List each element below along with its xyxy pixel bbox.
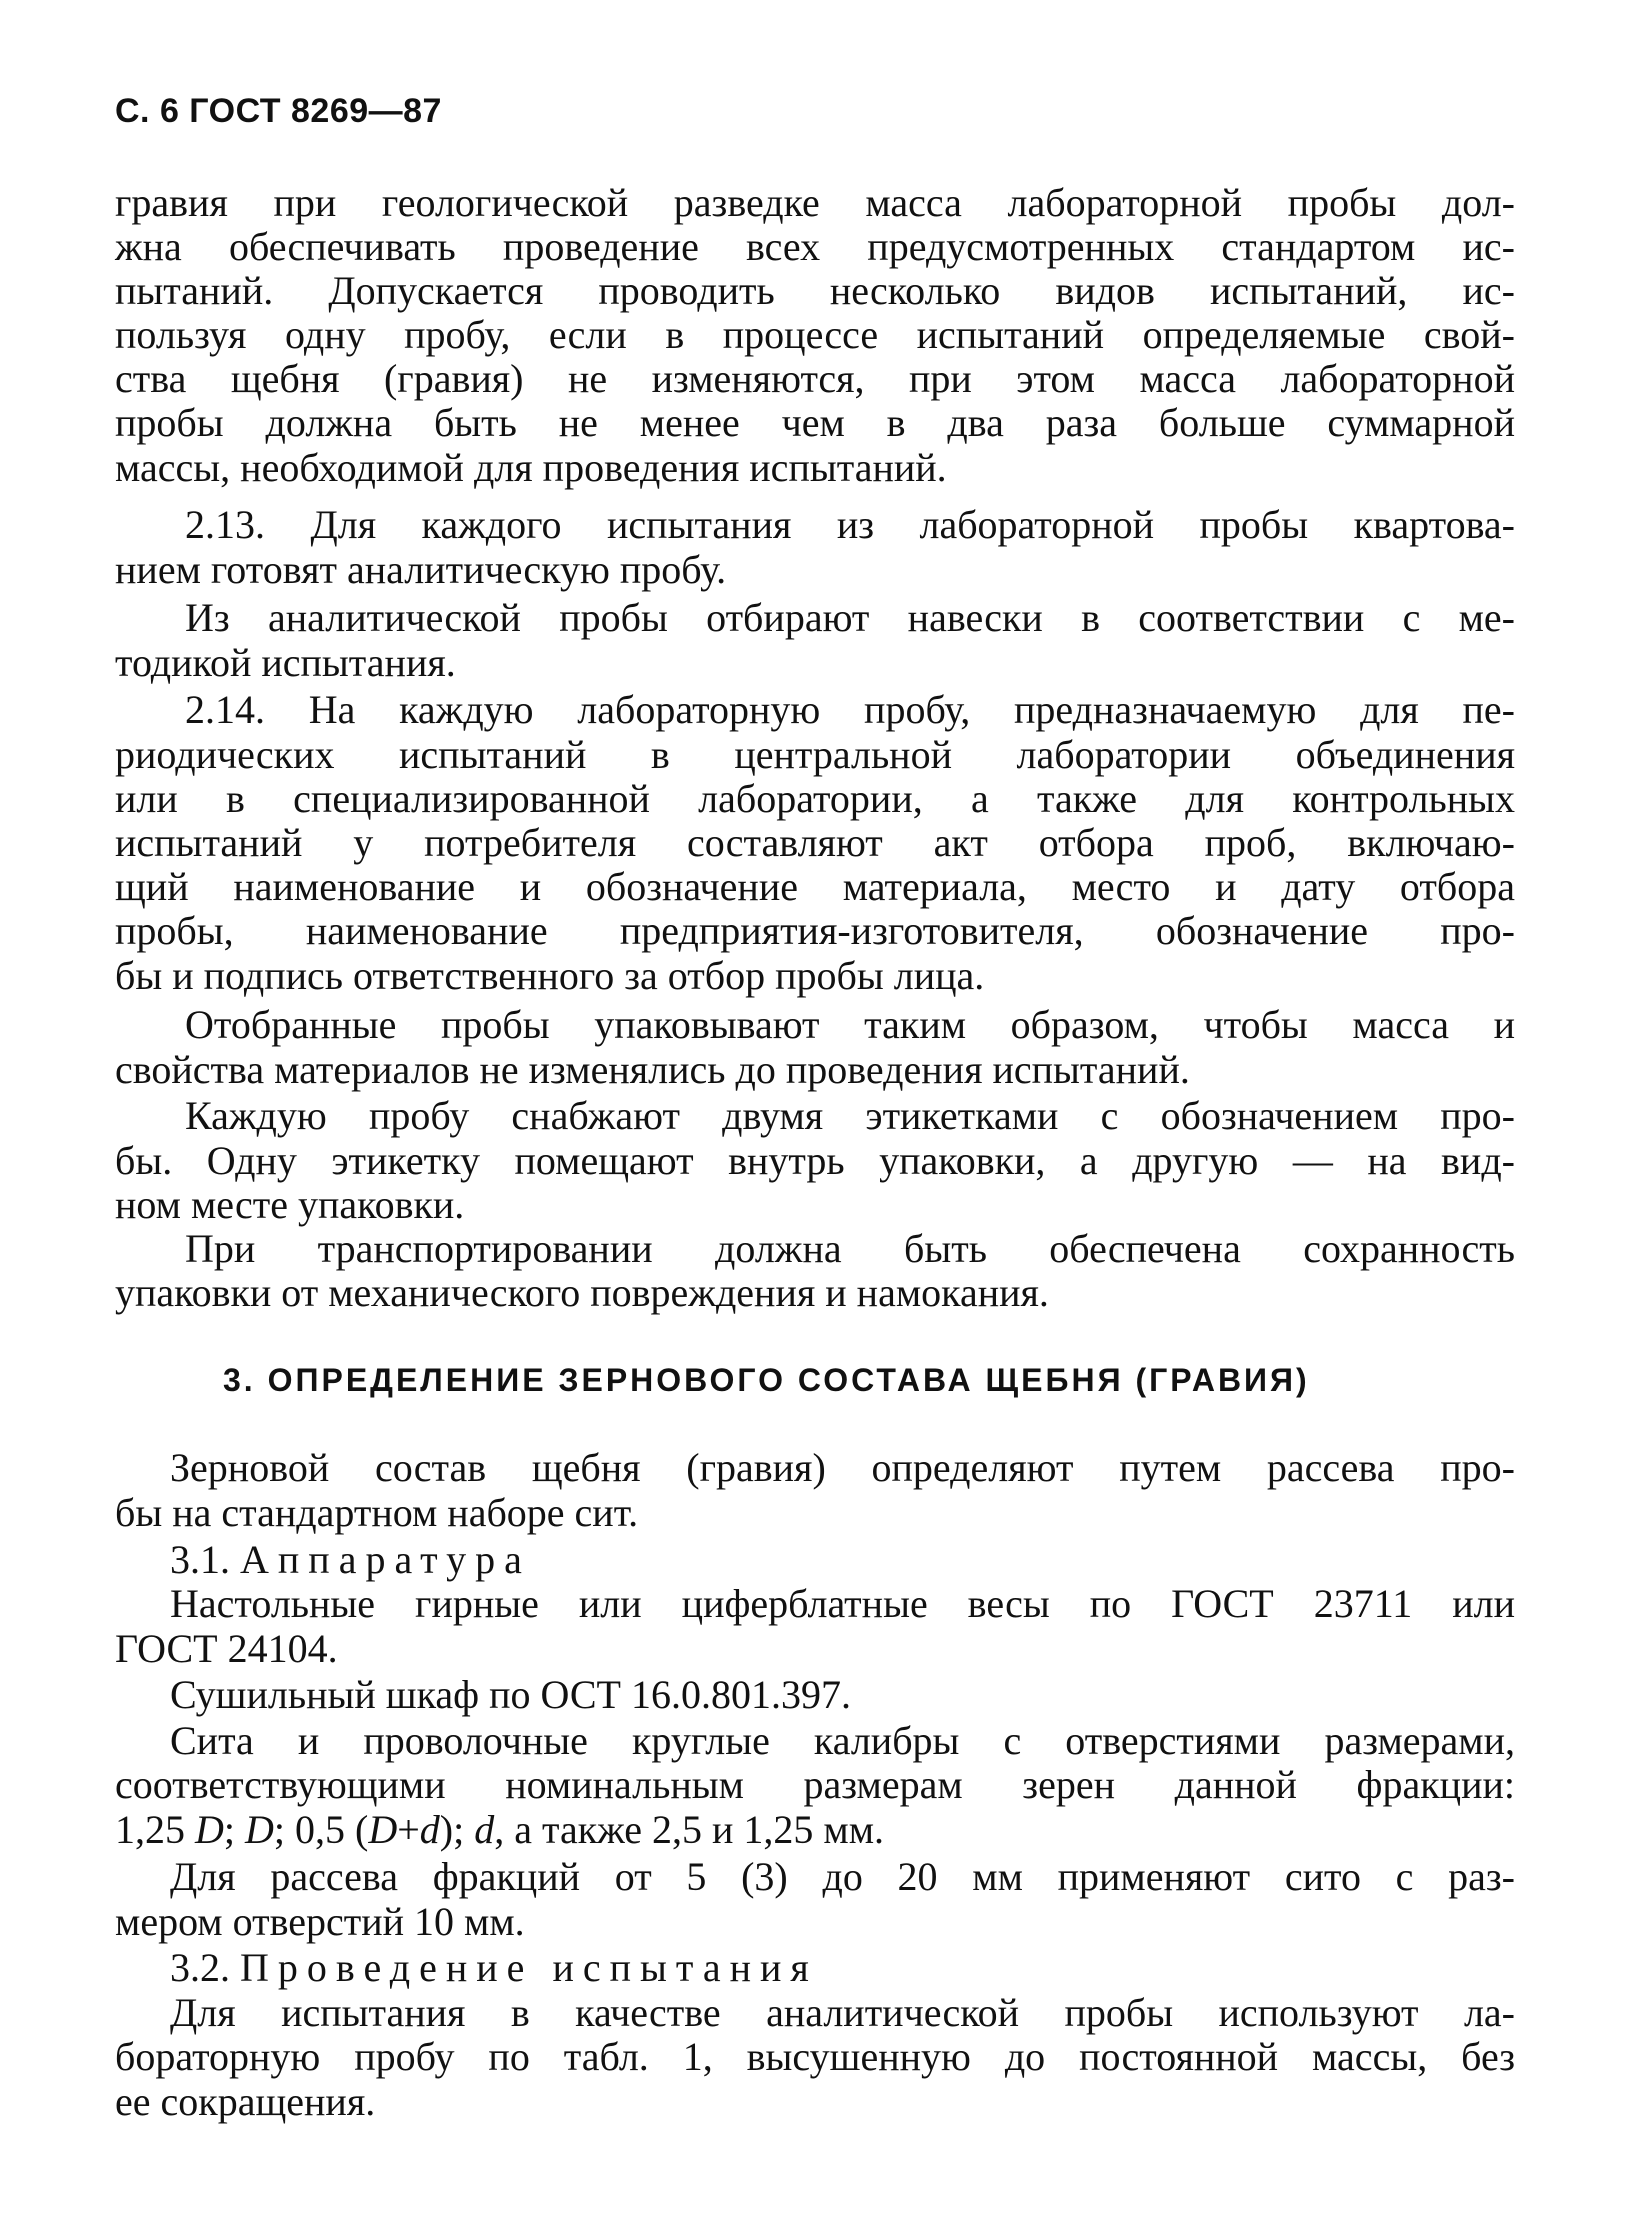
text-line: Из аналитической пробы отбирают навески в соответствии с ме- xyxy=(185,595,1515,640)
text-line: ГОСТ 24104. xyxy=(115,1626,338,1671)
paragraph-2-13-line: нием готовят аналитическую пробу. xyxy=(115,547,727,592)
paragraph-2-14-line: испытаний у потребителя составляют акт отбора проб, включаю- xyxy=(115,820,1515,865)
subsection-number: 3.1. xyxy=(170,1537,230,1582)
subsection-3-2-heading xyxy=(170,1946,1515,1990)
paragraph-2-14-line: бы и подпись ответственного за отбор пробы лица. xyxy=(115,953,985,998)
text-line: упаковки от механического повреждения и намокания. xyxy=(115,1270,1049,1315)
text-line: Отобранные пробы упаковывают таким образом, чтобы масса и xyxy=(185,1002,1515,1047)
text-line: Сушильный шкаф по ОСТ 16.0.801.397. xyxy=(170,1672,851,1717)
formula-var: d xyxy=(419,1807,440,1852)
page-header: С. 6 ГОСТ 8269—87 xyxy=(115,92,442,130)
text-line: Для рассева фракций от 5 (3) до 20 мм применяют сито с раз- xyxy=(170,1854,1515,1899)
sieve-sizes-formula xyxy=(115,1808,1515,1852)
formula-text: ; 0,5 ( xyxy=(273,1807,369,1852)
subsection-title: Аппаратура xyxy=(240,1537,531,1582)
paragraph-2-13-line: 2.13. Для каждого испытания из лабораторной пробы квартова- xyxy=(185,502,1515,547)
formula-text: ); xyxy=(439,1807,475,1852)
text-line: ее сокращения. xyxy=(115,2079,376,2124)
formula-text: ; xyxy=(223,1807,246,1852)
formula-operator: + xyxy=(397,1807,420,1852)
text-line: массы, необходимой для проведения испытаний. xyxy=(115,445,947,490)
text-line: При транспортировании должна быть обеспечена сохранность xyxy=(185,1226,1515,1271)
subsection-title: Проведение испытания xyxy=(240,1945,818,1990)
text-line: мером отверстий 10 мм. xyxy=(115,1899,525,1944)
text-line: Сита и проволочные круглые калибры с отверстиями размерами, xyxy=(170,1718,1515,1763)
paragraph-2-14-line: 2.14. На каждую лабораторную пробу, предназначаемую для пе- xyxy=(185,687,1515,732)
formula-var: D xyxy=(195,1807,224,1852)
text-line: Настольные гирные или циферблатные весы по ГОСТ 23711 или xyxy=(170,1581,1515,1626)
section-title: 3. ОПРЕДЕЛЕНИЕ ЗЕРНОВОГО СОСТАВА ЩЕБНЯ (ГРАВИЯ) xyxy=(223,1362,1310,1398)
subsection-number: 3.2. xyxy=(170,1945,230,1990)
text-line: пытаний. Допускается проводить несколько видов испытаний, ис- xyxy=(115,268,1515,313)
formula-text: 1,25 xyxy=(115,1807,195,1852)
text-line: пробы должна быть не менее чем в два раза больше суммарной xyxy=(115,400,1515,445)
formula-var: D xyxy=(245,1807,274,1852)
text-line: гравия при геологической разведке масса лабораторной пробы дол- xyxy=(115,180,1515,225)
text-line: ства щебня (гравия) не изменяются, при этом масса лабораторной xyxy=(115,356,1515,401)
formula-var: d xyxy=(474,1807,495,1852)
formula-text: , а также 2,5 и 1,25 мм. xyxy=(494,1807,885,1852)
text-line: бы на стандартном наборе сит. xyxy=(115,1490,639,1535)
text-line: бы. Одну этикетку помещают внутрь упаковки, а другую — на вид- xyxy=(115,1138,1515,1183)
text-line: Для испытания в качестве аналитической пробы используют ла- xyxy=(170,1990,1515,2035)
formula-var: D xyxy=(368,1807,398,1852)
text-line: жна обеспечивать проведение всех предусмотренных стандартом ис- xyxy=(115,224,1515,269)
paragraph-2-14-line: или в специализированной лаборатории, а также для контрольных xyxy=(115,776,1515,821)
paragraph-2-14-line: пробы, наименование предприятия-изготовителя, обозначение про- xyxy=(115,908,1515,953)
text-line: бораторную пробу по табл. 1, высушенную до постоянной массы, без xyxy=(115,2034,1515,2079)
text-line: ном месте упаковки. xyxy=(115,1182,465,1227)
text-line: пользуя одну пробу, если в процессе испытаний определяемые свой- xyxy=(115,312,1515,357)
subsection-3-1-heading xyxy=(170,1538,1515,1582)
text-line: свойства материалов не изменялись до проведения испытаний. xyxy=(115,1047,1190,1092)
text-line: Зерновой состав щебня (гравия) определяют путем рассева про- xyxy=(170,1445,1515,1490)
text-line: соответствующими номинальным размерам зерен данной фракции: xyxy=(115,1762,1515,1807)
paragraph-2-14-line: щий наименование и обозначение материала, место и дату отбора xyxy=(115,864,1515,909)
text-line: Каждую пробу снабжают двумя этикетками с обозначением про- xyxy=(185,1093,1515,1138)
paragraph-2-14-line: риодических испытаний в центральной лаборатории объединения xyxy=(115,732,1515,777)
text-line: тодикой испытания. xyxy=(115,640,456,685)
